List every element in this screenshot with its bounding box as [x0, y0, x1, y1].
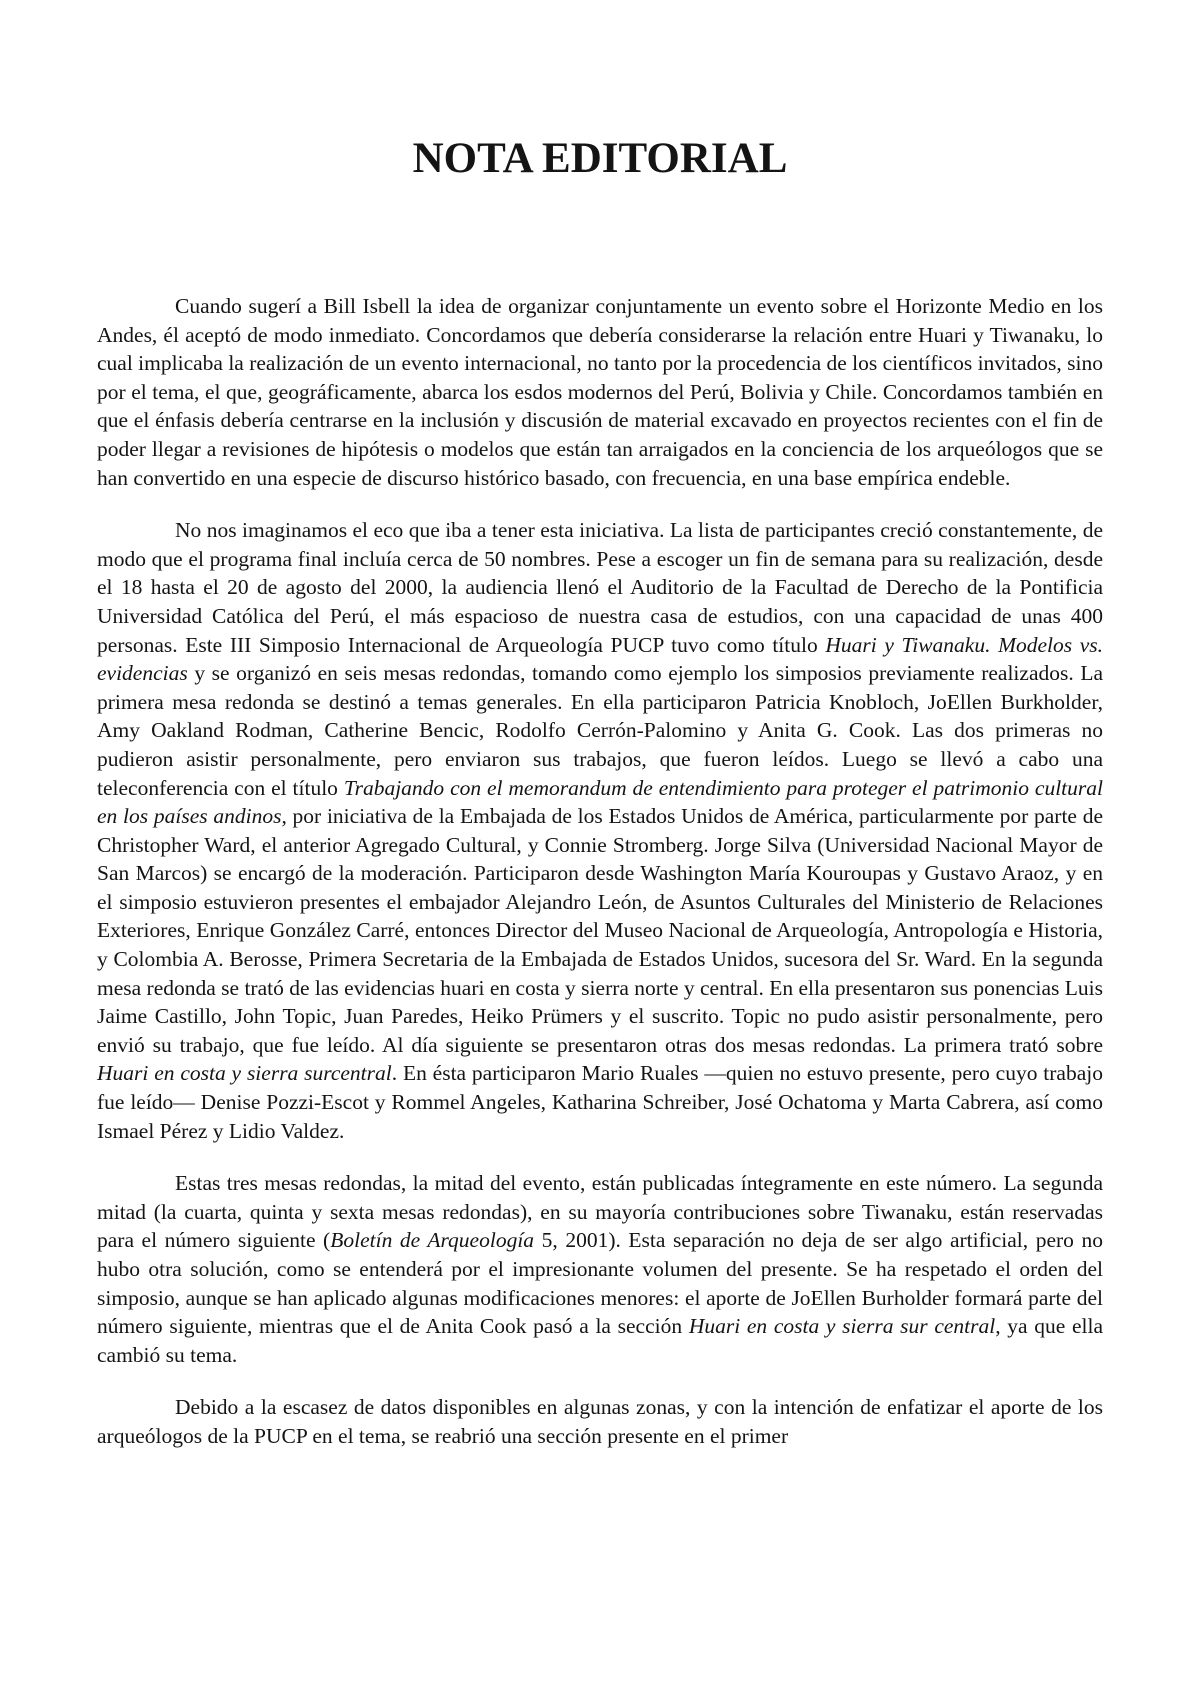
- text-run: Cuando sugerí a Bill Isbell la idea de organizar conjuntamente un evento sobre el Horizonte Medio en los Andes, él aceptó de modo inmediato. Concordamos que debería considerarse la relación entre Huari y Tiwanaku, lo cual implicaba la realización de un evento internacional, no tanto por la procedencia de los científicos invitados, sino por el tema, el que, geográficamente, abarca los esdos modernos del Perú, Bolivia y Chile. Concordamos también en que el énfasis debería centrarse en la inclusión y discusión de material excavado en proyectos recientes con el fin de poder llegar a revisiones de hipótesis o modelos que están tan arraigados en la conciencia de los arqueólogos que se han convertido en una especie de discurso histórico basado, con frecuencia, en una base empírica endeble.: [97, 294, 1103, 490]
- text-run: , por iniciativa de la Embajada de los Estados Unidos de América, particularmente por parte de Christopher Ward, el anterior Agregado Cultural, y Connie Stromberg. Jorge Silva (Universidad Nacional Mayor de San Marcos) se encargó de la moderación. Participaron desde Washington María Kouroupas y Gustavo Araoz, y en el simposio estuvieron presentes el embajador Alejandro León, de Asuntos Culturales del Ministerio de Relaciones Exteriores, Enrique González Carré, entonces Director del Museo Nacional de Arqueología, Antropología e Historia, y Colombia A. Berosse, Primera Secretaria de la Embajada de Estados Unidos, sucesora del Sr. Ward. En la segunda mesa redonda se trató de las evidencias huari en costa y sierra norte y central. En ella presentaron sus ponencias Luis Jaime Castillo, John Topic, Juan Paredes, Heiko Prümers y el suscrito. Topic no pudo asistir personalmente, pero envió su trabajo, que fue leído. Al día siguiente se presentaron otras dos mesas redondas. La primera trató sobre: [97, 804, 1103, 1057]
- text-run: Debido a la escasez de datos disponibles en algunas zonas, y con la intención de enfatizar el aporte de los arqueólogos de la PUCP en el tema, se reabrió una sección presente en el primer: [97, 1395, 1103, 1448]
- italic-text-run: Huari en costa y sierra sur central: [688, 1314, 996, 1339]
- paragraph-4: [97, 1393, 1103, 1450]
- text-run: y se organizó en seis mesas redondas, tomando como ejemplo los simposios previamente realizados. La primera mesa redonda se destinó a temas generales. En ella participaron Patricia Knobloch, JoEllen Burkholder, Amy Oakland Rodman, Catherine Bencic, Rodolfo Cerrón-Palomino y Anita G. Cook. Las dos primeras no pudieron asistir personalmente, pero enviaron sus trabajos, que fueron leídos. Luego se llevó a cabo una teleconferencia con el título: [97, 661, 1103, 800]
- text-run: Estas tres mesas redondas, la mitad del evento, están publicadas íntegramente en este número. La segunda mitad (la cuarta, quinta y sexta mesas redondas), en su mayoría contribuciones sobre Tiwanaku, están reservadas para el número siguiente (: [97, 1171, 1103, 1253]
- text-run: No nos imaginamos el eco que iba a tener esta iniciativa. La lista de participantes creció constantemente, de modo que el programa final incluía cerca de 50 nombres. Pese a escoger un fin de semana para su realización, desde el 18 hasta el 20 de agosto del 2000, la audiencia llenó el Auditorio de la Facultad de Derecho de la Pontificia Universidad Católica del Perú, el más espacioso de nuestra casa de estudios, con una capacidad de unas 400 personas. Este III Simposio Internacional de Arqueología PUCP tuvo como título: [97, 518, 1103, 657]
- italic-text-run: Trabajando con el memorandum de entendimiento para proteger el patrimonio cultural en los países andinos: [97, 775, 1103, 829]
- paragraph-3: [97, 1169, 1103, 1369]
- paragraph-2: [97, 516, 1103, 1145]
- body-text: [97, 292, 1103, 1475]
- italic-text-run: Huari y Tiwanaku. Modelos vs. evidencias: [97, 632, 1103, 686]
- page-title: NOTA EDITORIAL: [412, 135, 788, 182]
- text-run: 5, 2001). Esta separación no deja de ser algo artificial, pero no hubo otra solución, como se entenderá por el impresionante volumen del presente. Se ha respetado el orden del simposio, aunque se han aplicado algunas modificaciones menores: el aporte de JoEllen Burholder formará parte del número siguiente, mientras que el de Anita Cook pasó a la sección: [97, 1228, 1103, 1339]
- text-run: . En ésta participaron Mario Ruales —quien no estuvo presente, pero cuyo trabajo fue leído— Denise Pozzi-Escot y Rommel Angeles, Katharina Schreiber, José Ochatoma y Marta Cabrera, así como Ismael Pérez y Lidio Valdez.: [97, 1061, 1103, 1143]
- paragraph-1: [97, 292, 1103, 492]
- text-run: , ya que ella cambió su tema.: [97, 1314, 1103, 1367]
- italic-text-run: Huari en costa y sierra surcentral: [97, 1061, 392, 1086]
- italic-text-run: Boletín de Arqueología: [330, 1228, 535, 1253]
